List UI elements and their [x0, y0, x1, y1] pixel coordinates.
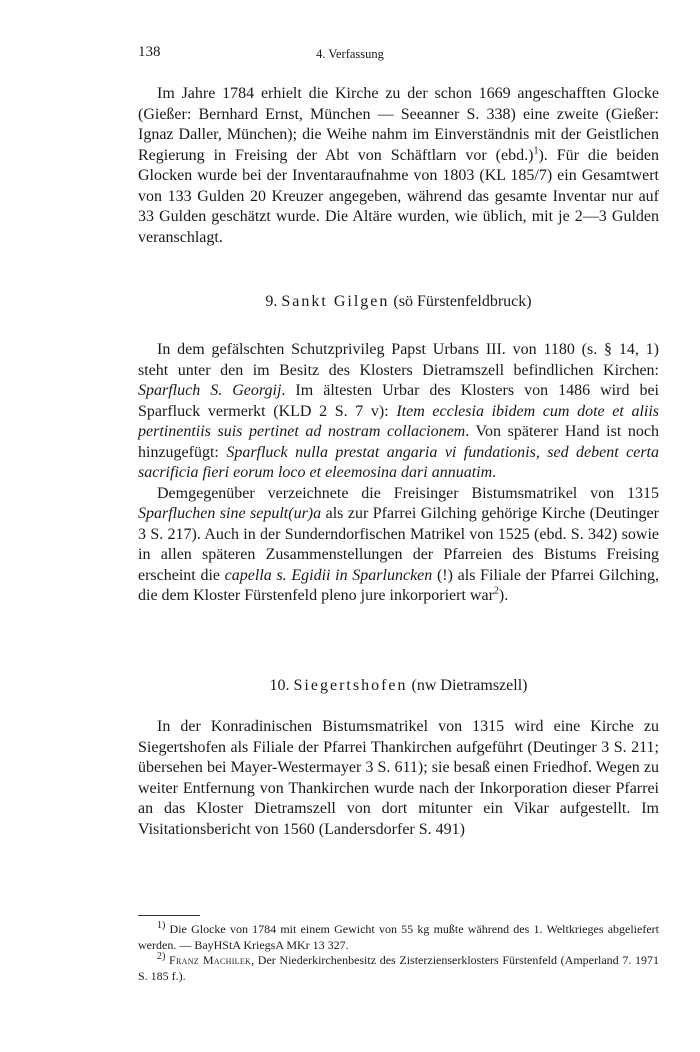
paragraph: Im Jahre 1784 erhielt die Kirche zu der schon 1669 angeschafften Glocke (Gießer: Bernhard Ernst, München — Seeanner S. 338) eine zweite (Gießer: Ignaz Daller, München); die Weihe nahm im Einverständnis mit der Geistlichen Regierung in Freising der Abt von Schäftlarn vor $(ebd.)^1$). Für die beiden Glocken wurde bei der Inventaraufnahme von 1803 (KL 185/7) ein Gesamtwert von 133 Gulden 20 Kreuzer angegeben, während das gesamte Inventar nur auf 33 Gulden geschätzt wurde. Die Altäre wurden, wie üblich, mit je 2—3 Gulden veranschlagt. [138, 85, 660, 246]
paragraph-text: (!) als Filiale der Pfarrei Gilching, die dem Kloster Fürstenfeld pleno jure inkorporiert war [138, 566, 659, 604]
paragraph-text: als zur Pfarrei Gilching gehörige Kirche (Deutinger 3 S. 217). Auch in der Sunderndorfischen Matrikel von 1525 (ebd. S. 342) sowie in allen späteren Zusammenstellungen der Pfarreien des Bistums Freising erscheint die [138, 505, 659, 584]
paragraph-text: Im Jahre 1784 erhielt die Kirche zu der schon 1669 angeschafften Glocke (Gießer: Bernhard Ernst, München — Seeanner S. 338) eine zweite (Gießer: Ignaz Daller, München); die Weihe nahm im Einverständnis mit der Geistlichen Regierung in Freising der Abt von Schäftlarn vor (ebd.) [138, 85, 659, 164]
paragraph [138, 717, 659, 840]
paragraph-text: . [492, 464, 497, 481]
footnote-text: Die Glocke von 1784 mit einem Gewicht von 55 kg mußte während des 1. Weltkrieges abgeliefert werden. — BayHStA KriegsA MKr 13 327. [138, 922, 659, 952]
footnote-divider [138, 915, 200, 916]
footnote-ref-2[interactable]: 2 [493, 585, 499, 597]
latin-quote: capella s. Egidii in Sparluncken [224, 566, 433, 584]
paragraph-text: . Von späterer Hand ist noch hinzugefügt: [138, 423, 659, 461]
latin-quote: Item ecclesia ibidem cum dote et aliis pertinentiis suis pertinet ad nostram collacionem [138, 402, 660, 440]
footnote-2 [138, 953, 659, 984]
footnote-1 [138, 922, 659, 953]
paragraph-text: In der Konradinischen Bistumsmatrikel von 1315 wird eine Kirche zu Siegertshofen als Filiale der Pfarrei Thankirchen aufgeführt (Deutinger 3 S. 211; übersehen bei Mayer-Westermayer 3 S. 611); sie besaß einen Friedhof. Wegen zu weiter Entfernung von Thankirchen wurde nach der Inkorporation dieser Pfarrei an das Kloster Dietramszell von dort mitunter ein Vikar aufgestellt. Im Visitationsbericht von 1560 (Landersdorfer S. 491) [138, 718, 659, 838]
paragraph [138, 340, 659, 484]
section-location: (sö Fürstenfeldbruck) [393, 293, 532, 310]
footnote-author: Franz Machilek [169, 953, 252, 967]
latin-quote: Sparfluchen sine sepult(ur)a [138, 505, 322, 522]
bell-paragraph [138, 84, 659, 248]
section-name: Siegertshofen [293, 677, 408, 694]
section-heading-10 [138, 676, 659, 696]
paragraph-text: ). [498, 587, 509, 604]
page-number: 138 [138, 44, 161, 60]
running-head: 4. Verfassung [316, 47, 384, 61]
footnote-marker: 2) [157, 951, 166, 962]
paragraph-text: In dem gefälschten Schutzprivileg Papst Urbans III. von 1180 (s. § 14, 1) steht unter den im Besitz des Klosters Dietramszell befindlichen Kirchen: [138, 341, 659, 379]
section-number: 10. [269, 677, 290, 694]
footnotes [138, 922, 659, 984]
paragraph-text: Demgegenüber verzeichnete die Freisinger Bistumsmatrikel von 1315 [157, 484, 659, 502]
section-9-body [138, 340, 659, 607]
footnote-text: , Der Niederkirchenbesitz des Zisterzienserklosters Fürstenfeld (Amperland 7. 1971 S. 185 f.). [138, 953, 659, 983]
section-name: Sankt Gilgen [281, 293, 390, 310]
footnote-ref-1[interactable]: 1 [533, 145, 539, 157]
footnote-marker: 1) [157, 920, 166, 931]
latin-quote: Sparfluch S. Georgij [138, 382, 282, 399]
section-10-body [138, 717, 659, 840]
section-heading-9 [138, 292, 659, 312]
latin-quote: Sparfluck nulla prestat angaria vi fundationis, sed debent certa sacrificia fieri eorum loco et eleemosina dari annuatim [138, 443, 659, 481]
paragraph-text: . Im ältesten Urbar des Klosters von 1486 wird bei Sparfluck vermerkt (KLD 2 S. 7 v): [138, 382, 659, 420]
paragraph [138, 484, 659, 607]
section-location: (nw Dietramszell) [411, 677, 528, 694]
section-number: 9. [265, 293, 278, 310]
paragraph-text: . Für die beiden Glocken wurde bei der Inventaraufnahme von 1803 (KL 185/7) ein Gesamtwert von 133 Gulden 20 Kreuzer angegeben, während das gesamte Inventar nur auf 33 Gulden geschätzt wurde. Die Altäre wurden, wie üblich, mit je 2—3 Gulden veranschlagt. [138, 146, 660, 246]
